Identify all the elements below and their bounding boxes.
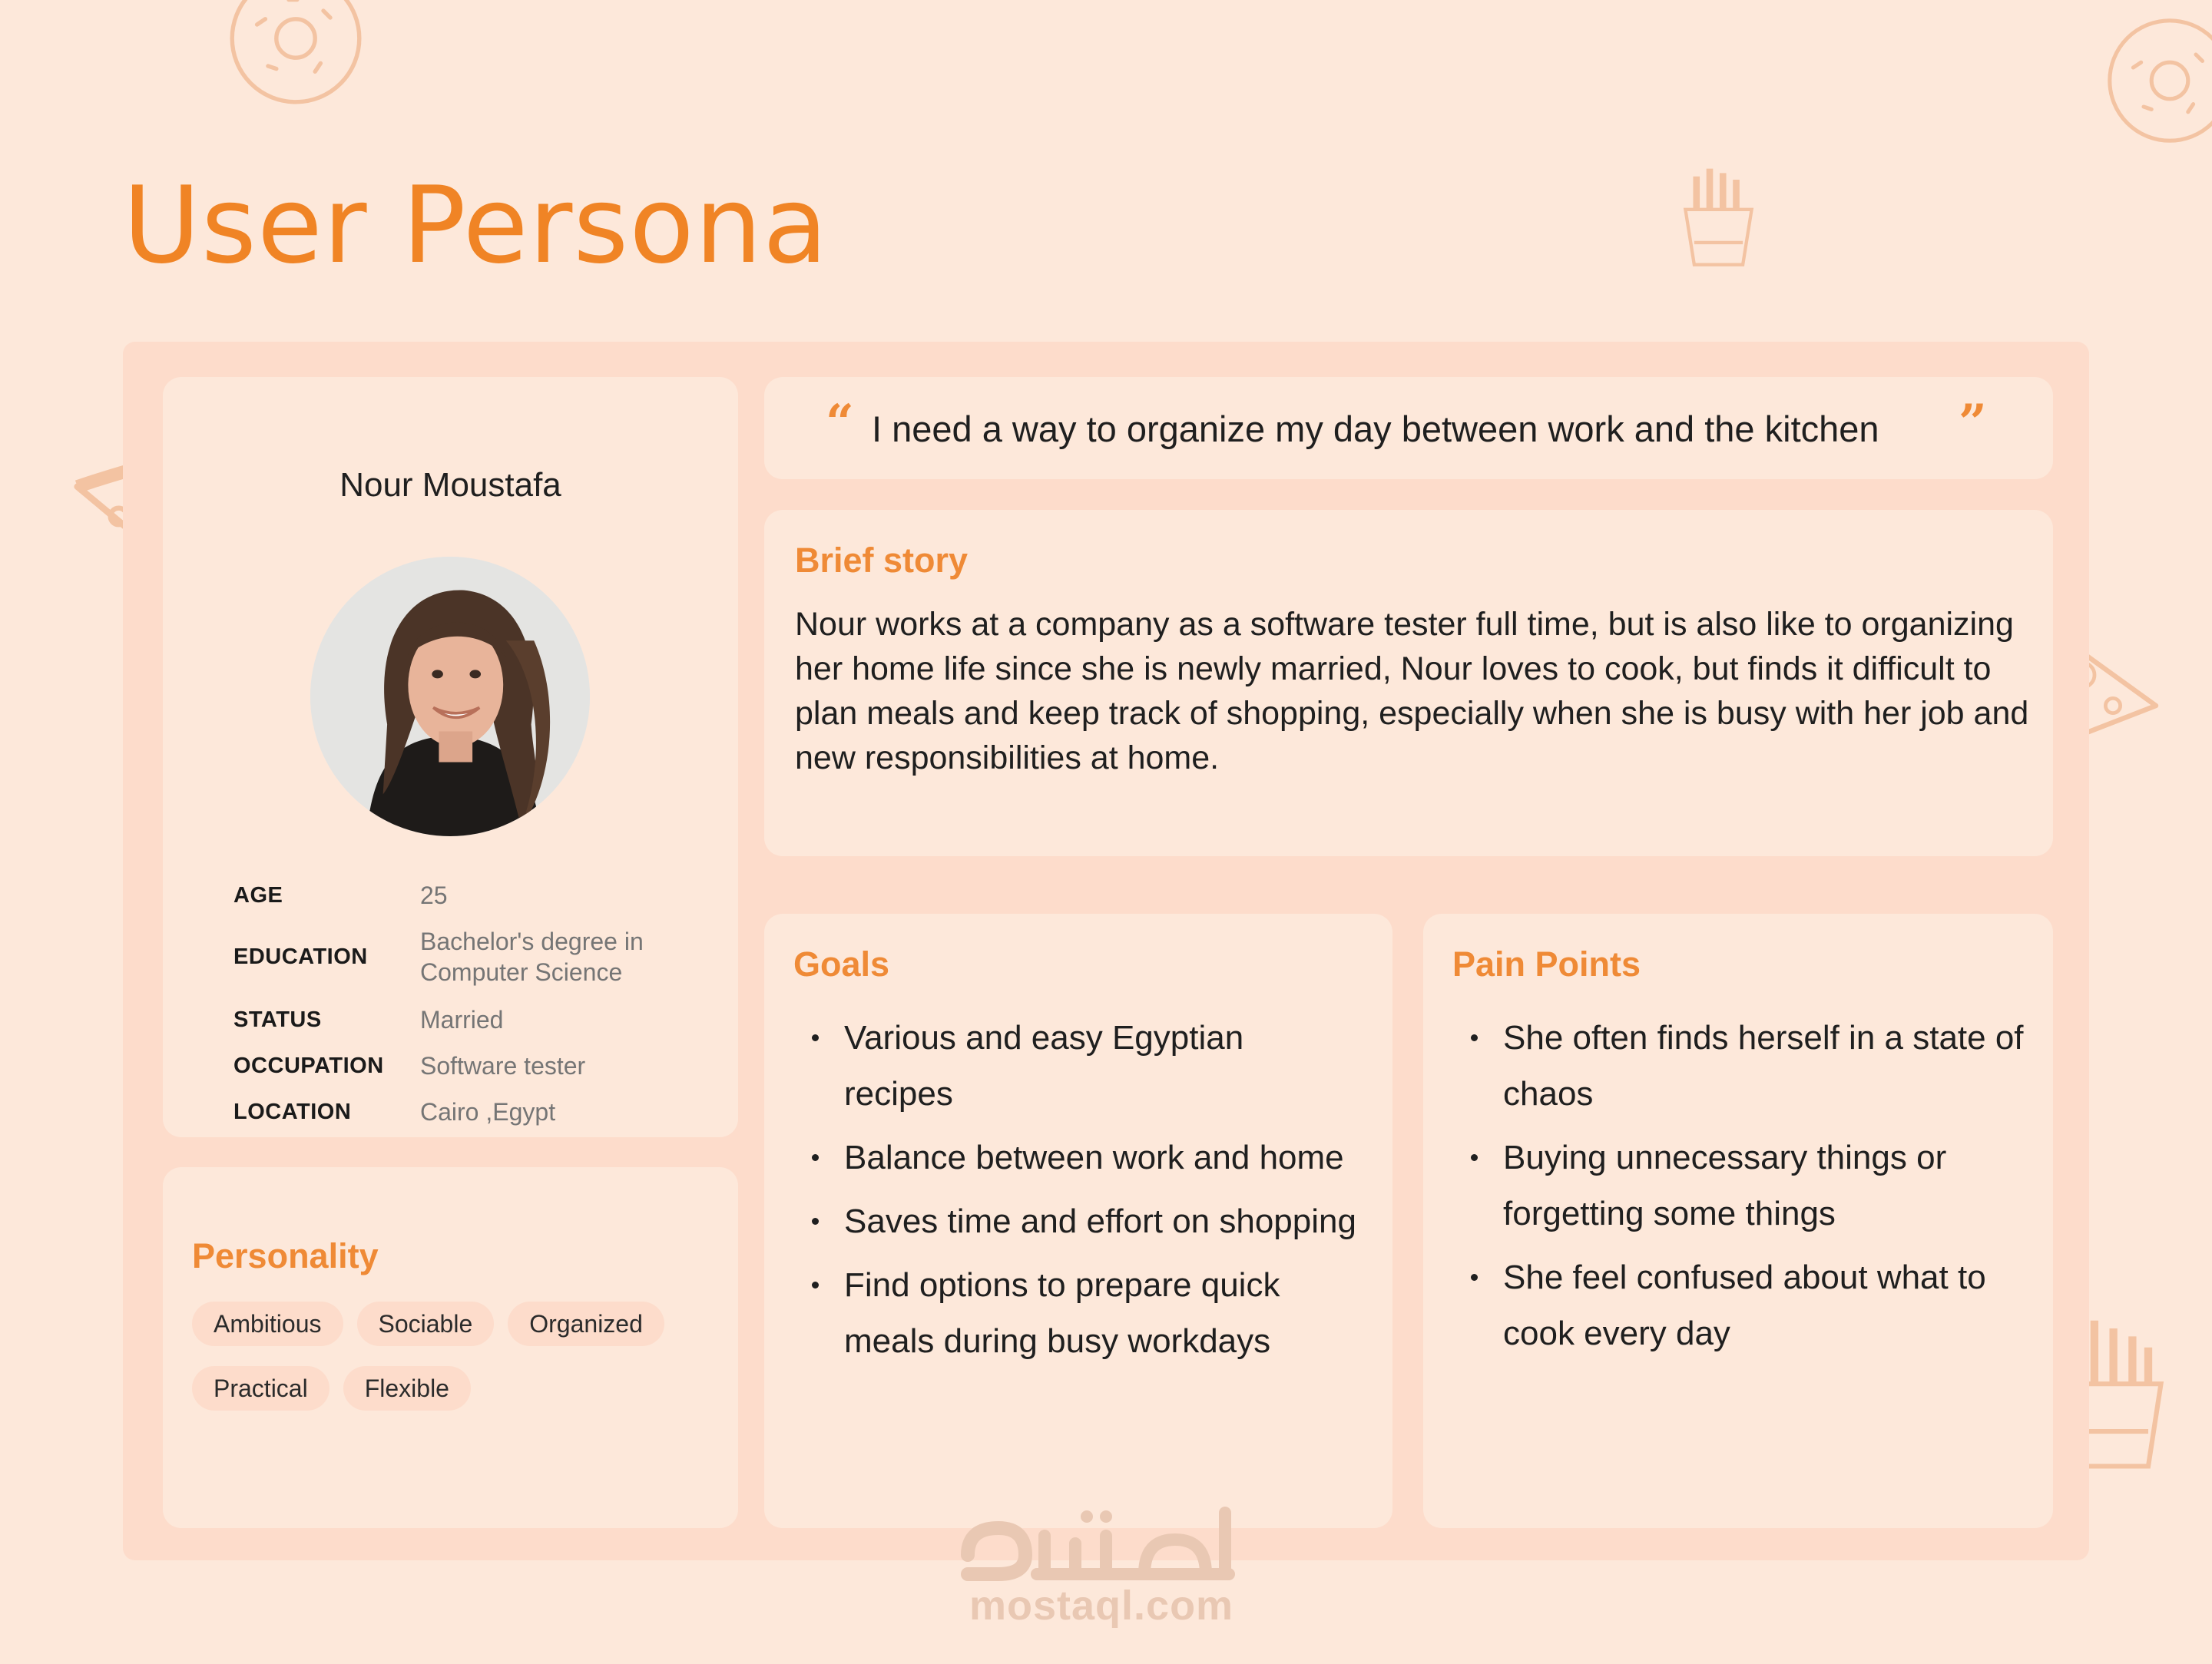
trait-chip: Flexible — [343, 1366, 471, 1411]
trait-chip: Ambitious — [192, 1302, 343, 1346]
bullet-icon — [812, 1154, 819, 1161]
detail-label: OCCUPATION — [233, 1053, 384, 1078]
pain-point-text: She feel confused about what to cook every day — [1503, 1259, 1986, 1352]
bullet-icon — [1471, 1034, 1478, 1041]
goals-card — [764, 914, 1392, 1528]
pain-points-list — [1452, 1010, 2036, 1369]
pain-point-item — [1452, 1130, 2036, 1242]
open-quote-icon: “ — [826, 394, 854, 452]
pain-points-card — [1423, 914, 2053, 1528]
detail-label: STATUS — [233, 1007, 322, 1032]
bullet-icon — [812, 1218, 819, 1225]
persona-name: Nour Moustafa — [339, 466, 561, 504]
pain-point-text: Buying unnecessary things or forgetting some things — [1503, 1139, 1947, 1232]
bullet-icon — [812, 1034, 819, 1041]
detail-label: EDUCATION — [233, 944, 368, 969]
bullet-icon — [812, 1282, 819, 1289]
detail-value: Married — [420, 1006, 504, 1034]
goal-item — [793, 1130, 1362, 1186]
detail-value: Software tester — [420, 1052, 586, 1080]
avatar — [310, 557, 590, 836]
detail-value: 25 — [420, 882, 448, 909]
detail-row-occupation — [233, 1050, 710, 1081]
pain-point-text: She often finds herself in a state of chaos — [1503, 1019, 2024, 1113]
goal-text: Saves time and effort on shopping — [844, 1203, 1356, 1240]
brief-story-text: Nour works at a company as a software tester full time, but is also like to organizing her home life since she is newly married, Nour loves to cook, but finds it difficult to plan meals and keep track of shopping, especially when she is busy with her job and new responsibilities at home. — [795, 606, 2029, 776]
profile-details — [233, 880, 710, 1143]
detail-label: LOCATION — [233, 1099, 352, 1124]
bullet-icon — [1471, 1154, 1478, 1161]
goal-text: Various and easy Egyptian recipes — [844, 1019, 1244, 1113]
trait-chip: Sociable — [357, 1302, 495, 1346]
detail-value: Bachelor's degree in Computer Science — [420, 928, 644, 986]
persona-board — [123, 342, 2089, 1560]
detail-row-age — [233, 880, 710, 911]
page-title: User Persona — [123, 164, 829, 287]
watermark-logo — [952, 1501, 1244, 1586]
detail-row-location — [233, 1097, 710, 1127]
brief-story-heading: Brief story — [795, 541, 969, 580]
detail-label: AGE — [233, 882, 283, 908]
personality-heading: Personality — [192, 1236, 379, 1275]
persona-quote: I need a way to organize my day between work and the kitchen — [872, 409, 1879, 449]
pain-point-item — [1452, 1010, 2036, 1122]
trait-chip: Practical — [192, 1366, 329, 1411]
donut-icon — [2104, 0, 2212, 161]
detail-row-education — [233, 926, 710, 987]
fries-icon — [1674, 157, 1763, 273]
pain-point-item — [1452, 1249, 2036, 1361]
goal-text: Balance between work and home — [844, 1139, 1344, 1176]
profile-card — [163, 377, 738, 1137]
quote-card — [764, 377, 2053, 479]
goal-text: Find options to prepare quick meals during busy workdays — [844, 1266, 1280, 1360]
donut-icon — [223, 0, 369, 108]
goals-heading: Goals — [793, 944, 890, 984]
brief-story-card — [764, 510, 2053, 856]
goal-item — [793, 1010, 1362, 1122]
detail-value: Cairo ,Egypt — [420, 1098, 556, 1126]
close-quote-icon: ” — [1959, 394, 1987, 452]
bullet-icon — [1471, 1274, 1478, 1281]
goals-list — [793, 1010, 1362, 1377]
detail-row-status — [233, 1004, 710, 1035]
goal-item — [793, 1257, 1362, 1369]
watermark-url: mostaql.com — [969, 1583, 1234, 1629]
trait-chips — [192, 1302, 722, 1431]
goal-item — [793, 1193, 1362, 1249]
pain-points-heading: Pain Points — [1452, 944, 1641, 984]
trait-chip: Organized — [508, 1302, 664, 1346]
personality-card — [163, 1167, 738, 1528]
